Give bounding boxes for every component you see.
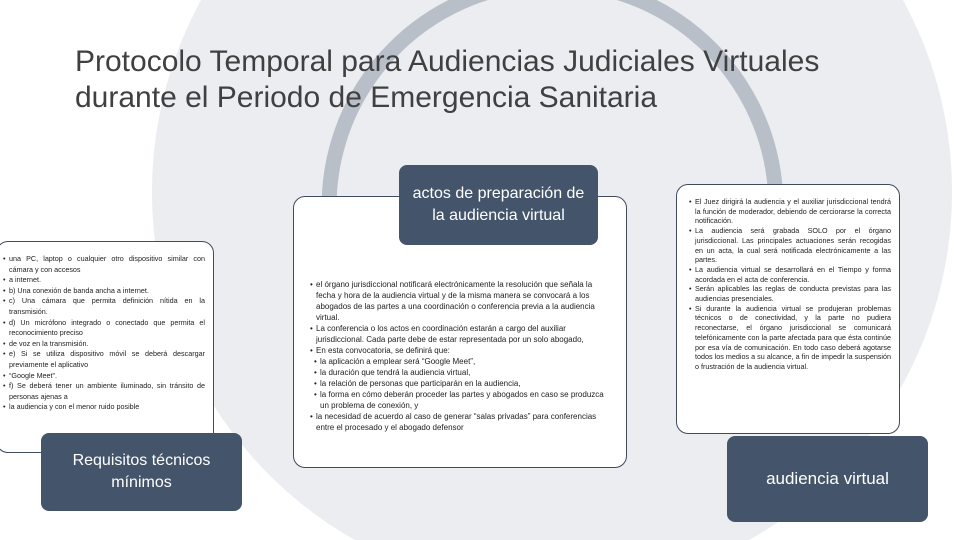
list-item: • Serán aplicables las reglas de conducta previstas para las audiencias presenciales. (689, 284, 891, 303)
list-item: • e) Si se utiliza dispositivo móvil se deberá descargar previamente el aplicativo (3, 349, 205, 370)
list-item: • el órgano jurisdiccional notificará electrónicamente la resolución que señala la fecha y hora de la audiencia virtual y de la misma manera se convocará a los abogados de las partes a una coordinación o conferencia previa a la audiencia virtual. (310, 279, 612, 323)
preparation-heading-box (399, 165, 598, 245)
list-item: • La audiencia virtual se desarrollará en el Tiempo y forma acordada en el acta de conferencia. (689, 265, 891, 284)
virtual-hearing-panel (676, 184, 900, 434)
list-item: • la audiencia y con el menor ruido posible (3, 402, 205, 413)
requirements-heading-box (41, 433, 242, 511)
list-item: • la necesidad de acuerdo al caso de generar “salas privadas” para conferencias entre el procesado y el abogado defensor (310, 411, 612, 433)
virtual-hearing-list (689, 197, 891, 372)
list-item: • a internet. (3, 275, 205, 286)
list-item: • La audiencia será grabada SOLO por el órgano jurisdiccional. Las principales actuaciones serán recogidas en un acta, la cual será notificada electrónicamente a las partes. (689, 226, 891, 265)
list-item: • La conferencia o los actos en coordinación estarán a cargo del auxiliar jurisdiccional. Cada parte debe de estar representada por un solo abogado, (310, 323, 612, 345)
list-item: • Si durante la audiencia virtual se produjeran problemas técnicos o de conectividad, y la parte no pudiera reconectarse, el órgano jurisdiccional se comunicará telefónicamente con la parte afectada para que ésta continúe por esa vía de comunicación. En todo caso deberá agotarse todos los medios a su alcance, a fin de impedir la suspensión o frustración de la audiencia virtual. (689, 304, 891, 372)
list-item: • c) Una cámara que permita definición nítida en la transmisión. (3, 296, 205, 317)
list-item: • la aplicación a emplear será “Google Meet”, (310, 356, 612, 367)
list-item: • “Google Meet”. (3, 371, 205, 382)
slide-title: Protocolo Temporal para Audiencias Judiciales Virtuales durante el Periodo de Emergencia Sanitaria (75, 45, 820, 114)
list-item: • d) Un micrófono integrado o conectado que permita el reconocimiento preciso (3, 318, 205, 339)
requirements-panel (0, 241, 214, 453)
list-item: • de voz en la transmisión. (3, 339, 205, 350)
list-item: • la forma en cómo deberán proceder las partes y abogados en caso se produzca un problema de conexión, y (310, 389, 612, 411)
requirements-list (3, 254, 205, 413)
list-item: • El Juez dirigirá la audiencia y el auxiliar jurisdiccional tendrá la función de moderador, debiendo de cerciorarse la correcta notificación. (689, 197, 891, 226)
list-item: • la duración que tendrá la audiencia virtual, (310, 367, 612, 378)
virtual-hearing-heading: audiencia virtual (766, 469, 889, 488)
requirements-heading: Requisitos técnicos mínimos (72, 452, 211, 491)
list-item: • una PC, laptop o cualquier otro dispositivo similar con cámara y con accesos (3, 254, 205, 275)
list-item: • En esta convocatoria, se definirá que: (310, 345, 612, 356)
list-item: • la relación de personas que participarán en la audiencia, (310, 378, 612, 389)
preparation-list (310, 279, 612, 433)
list-item: • b) Una conexión de banda ancha a internet. (3, 286, 205, 297)
preparation-heading: actos de preparación de la audiencia virtual (412, 185, 585, 224)
list-item: • f) Se deberá tener un ambiente iluminado, sin tránsito de personas ajenas a (3, 381, 205, 402)
virtual-hearing-heading-box (727, 436, 928, 522)
